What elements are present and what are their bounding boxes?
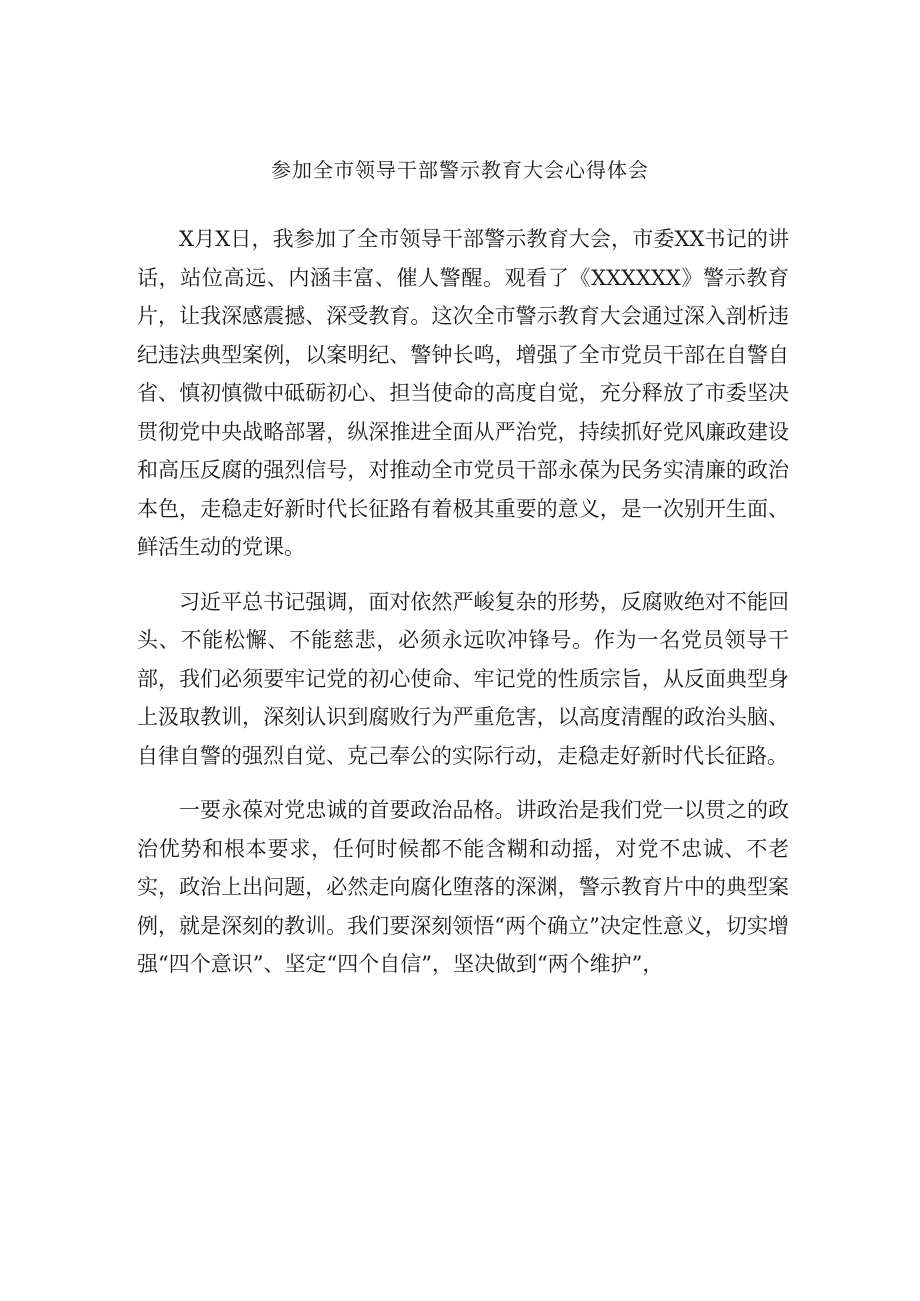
document-title: 参加全市领导干部警示教育大会心得体会 (271, 158, 649, 182)
paragraph-3: 一要永葆对党忠诚的首要政治品格。讲政治是我们党一以贯之的政治优势和根本要求，任何时候都不能含糊和动摇，对党不忠诚、不老实，政治上出问题，必然走向腐化堕落的深渊，警示教育片中的典型案例，就是深刻的教训。我们要深刻领悟“两个确立”决定性意义，切实增强“四个意识”、坚定“四个自信”，坚决做到“两个维护”， (137, 798, 789, 976)
document-body (137, 220, 789, 984)
paragraph-1: X月X日，我参加了全市领导干部警示教育大会，市委XX书记的讲话，站位高远、内涵丰富、催人警醒。观看了《XXXXXX》警示教育片，让我深感震撼、深受教育。这次全市警示教育大会通过深入剖析违纪违法典型案例，以案明纪、警钟长鸣，增强了全市党员干部在自警自省、慎初慎微中砥砺初心、担当使命的高度自觉，充分释放了市委坚决贯彻党中央战略部署，纵深推进全面从严治党，持续抓好党风廉政建设和高压反腐的强烈信号，对推动全市党员干部永葆为民务实清廉的政治本色，走稳走好新时代长征路有着极其重要的意义，是一次别开生面、鲜活生动的党课。 (137, 227, 789, 559)
paragraph-2: 习近平总书记强调，面对依然严峻复杂的形势，反腐败绝对不能回头、不能松懈、不能慈悲，必须永远吹冲锋号。作为一名党员领导干部，我们必须要牢记党的初心使命、牢记党的性质宗旨，从反面典型身上汲取教训，深刻认识到腐败行为严重危害，以高度清醒的政治头脑、自律自警的强烈自觉、克己奉公的实际行动，走稳走好新时代长征路。 (137, 589, 789, 768)
